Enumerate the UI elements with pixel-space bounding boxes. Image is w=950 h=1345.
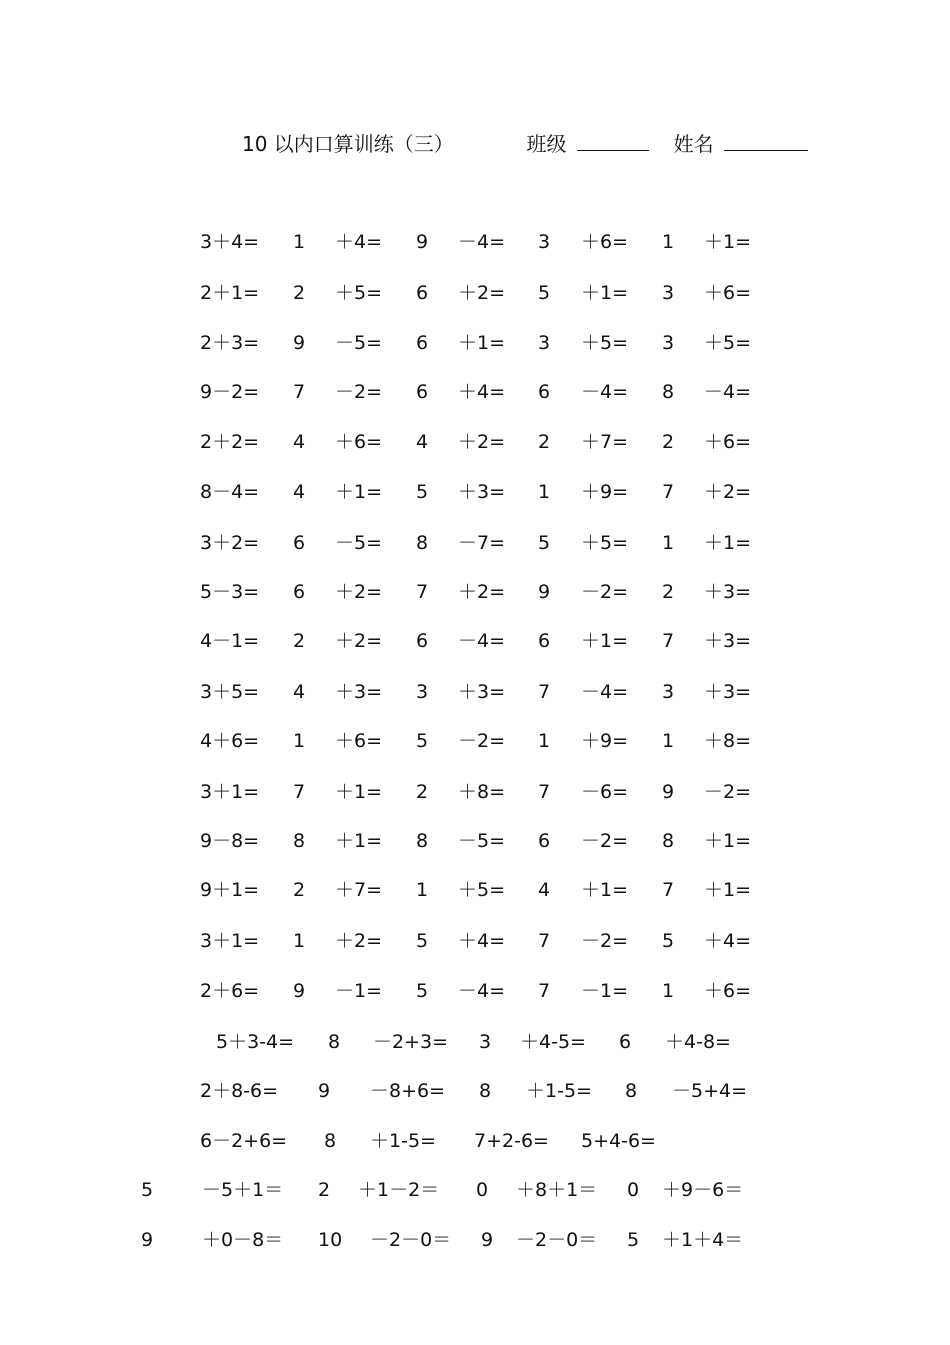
problem-cell: ＋6= bbox=[335, 431, 383, 453]
number-cell: 5 bbox=[416, 730, 429, 752]
number-cell: 4 bbox=[293, 481, 306, 503]
mixed-cell: 0 bbox=[627, 1179, 640, 1201]
number-cell: 2 bbox=[293, 630, 306, 652]
number-cell: 6 bbox=[293, 532, 306, 554]
mixed-cell: 2 bbox=[318, 1179, 331, 1201]
number-cell: 7 bbox=[416, 581, 429, 603]
problem-cell: －5= bbox=[335, 532, 383, 554]
problem-cell: 2＋1= bbox=[200, 282, 260, 304]
number-cell: 1 bbox=[293, 930, 306, 952]
problem-cell: 9＋1= bbox=[200, 879, 260, 901]
problem-cell: ＋7= bbox=[581, 431, 629, 453]
problem-cell: ＋6= bbox=[704, 980, 752, 1002]
mixed-cell: ＋9－6＝ bbox=[662, 1179, 744, 1201]
mixed-cell: 5＋3-4= bbox=[216, 1031, 295, 1053]
number-cell: 5 bbox=[538, 532, 551, 554]
problem-cell: －6= bbox=[581, 781, 629, 803]
number-cell: 4 bbox=[293, 681, 306, 703]
number-cell: 7 bbox=[662, 630, 675, 652]
number-cell: 3 bbox=[662, 282, 675, 304]
mixed-cell: 9 bbox=[318, 1080, 331, 1102]
problem-cell: ＋5= bbox=[581, 332, 629, 354]
problem-cell: ＋7= bbox=[335, 879, 383, 901]
problem-cell: －2= bbox=[581, 581, 629, 603]
mixed-cell: 8 bbox=[328, 1031, 341, 1053]
number-cell: 7 bbox=[662, 879, 675, 901]
problem-cell: －5= bbox=[335, 332, 383, 354]
number-cell: 7 bbox=[293, 381, 306, 403]
mixed-cell: 7+2-6= bbox=[474, 1130, 549, 1152]
problem-cell: －1= bbox=[581, 980, 629, 1002]
number-cell: 3 bbox=[538, 332, 551, 354]
number-cell: 8 bbox=[293, 830, 306, 852]
problem-cell: 3＋5= bbox=[200, 681, 260, 703]
number-cell: 4 bbox=[538, 879, 551, 901]
problem-cell: ＋1= bbox=[335, 481, 383, 503]
page-title: 10 以内口算训练（三） bbox=[242, 132, 454, 156]
number-cell: 8 bbox=[662, 381, 675, 403]
problem-cell: ＋2= bbox=[335, 630, 383, 652]
mixed-cell: ＋1-5= bbox=[370, 1130, 436, 1152]
problem-cell: ＋6= bbox=[704, 282, 752, 304]
problem-cell: 3＋4= bbox=[200, 231, 260, 253]
problem-cell: －4= bbox=[458, 630, 506, 652]
problem-cell: －2= bbox=[581, 930, 629, 952]
number-cell: 2 bbox=[293, 879, 306, 901]
number-cell: 2 bbox=[662, 431, 675, 453]
number-cell: 6 bbox=[416, 630, 429, 652]
problem-cell: ＋1= bbox=[704, 879, 752, 901]
problem-cell: ＋1= bbox=[335, 781, 383, 803]
problem-cell: －4= bbox=[458, 980, 506, 1002]
number-cell: 6 bbox=[293, 581, 306, 603]
mixed-cell: －5+4= bbox=[672, 1080, 748, 1102]
number-cell: 5 bbox=[416, 930, 429, 952]
number-cell: 7 bbox=[538, 930, 551, 952]
mixed-cell: 9 bbox=[141, 1229, 154, 1251]
problem-cell: 2＋6= bbox=[200, 980, 260, 1002]
number-cell: 1 bbox=[538, 481, 551, 503]
number-cell: 2 bbox=[662, 581, 675, 603]
mixed-cell: 5+4-6= bbox=[581, 1130, 656, 1152]
problem-cell: ＋2= bbox=[704, 481, 752, 503]
problem-cell: 4－1= bbox=[200, 630, 260, 652]
number-cell: 1 bbox=[416, 879, 429, 901]
problem-cell: ＋6= bbox=[704, 431, 752, 453]
problem-cell: 3＋1= bbox=[200, 930, 260, 952]
problem-cell: ＋5= bbox=[335, 282, 383, 304]
number-cell: 8 bbox=[662, 830, 675, 852]
number-cell: 7 bbox=[538, 681, 551, 703]
problem-cell: 3＋2= bbox=[200, 532, 260, 554]
class-blank[interactable] bbox=[577, 132, 649, 151]
mixed-cell: ＋0－8＝ bbox=[202, 1229, 284, 1251]
number-cell: 1 bbox=[662, 730, 675, 752]
number-cell: 6 bbox=[538, 830, 551, 852]
problem-cell: ＋4= bbox=[458, 930, 506, 952]
problem-cell: ＋5= bbox=[581, 532, 629, 554]
problem-cell: ＋1= bbox=[704, 532, 752, 554]
number-cell: 7 bbox=[538, 980, 551, 1002]
number-cell: 6 bbox=[416, 381, 429, 403]
problem-cell: －7= bbox=[458, 532, 506, 554]
problem-cell: ＋1= bbox=[704, 830, 752, 852]
problem-cell: ＋3= bbox=[704, 581, 752, 603]
mixed-cell: ＋1-5= bbox=[526, 1080, 592, 1102]
problem-cell: －4= bbox=[704, 381, 752, 403]
number-cell: 3 bbox=[538, 231, 551, 253]
mixed-cell: 8 bbox=[479, 1080, 492, 1102]
problem-cell: －2= bbox=[704, 781, 752, 803]
problem-cell: ＋2= bbox=[335, 930, 383, 952]
problem-cell: ＋3= bbox=[704, 630, 752, 652]
mixed-cell: 2＋8-6= bbox=[200, 1080, 279, 1102]
problem-cell: ＋4= bbox=[458, 381, 506, 403]
number-cell: 1 bbox=[293, 231, 306, 253]
mixed-cell: ＋1－2＝ bbox=[358, 1179, 440, 1201]
problem-cell: ＋3= bbox=[704, 681, 752, 703]
number-cell: 4 bbox=[293, 431, 306, 453]
problem-cell: ＋3= bbox=[335, 681, 383, 703]
problem-cell: ＋9= bbox=[581, 730, 629, 752]
problem-cell: －2= bbox=[335, 381, 383, 403]
number-cell: 7 bbox=[662, 481, 675, 503]
mixed-cell: 6－2+6= bbox=[200, 1130, 288, 1152]
mixed-cell: －5＋1＝ bbox=[202, 1179, 284, 1201]
name-label: 姓名 bbox=[673, 132, 714, 156]
mixed-cell: 0 bbox=[476, 1179, 489, 1201]
problem-cell: ＋5= bbox=[458, 879, 506, 901]
problem-cell: 9－8= bbox=[200, 830, 260, 852]
problem-cell: ＋2= bbox=[458, 282, 506, 304]
mixed-cell: ＋8＋1＝ bbox=[516, 1179, 598, 1201]
number-cell: 2 bbox=[293, 282, 306, 304]
problem-cell: －2= bbox=[458, 730, 506, 752]
problem-cell: ＋2= bbox=[335, 581, 383, 603]
problem-cell: ＋1= bbox=[335, 830, 383, 852]
problem-cell: 5－3= bbox=[200, 581, 260, 603]
mixed-cell: 5 bbox=[141, 1179, 154, 1201]
mixed-cell: 3 bbox=[479, 1031, 492, 1053]
number-cell: 1 bbox=[662, 231, 675, 253]
mixed-cell: 10 bbox=[318, 1229, 343, 1251]
number-cell: 9 bbox=[538, 581, 551, 603]
mixed-cell: －8+6= bbox=[370, 1080, 446, 1102]
problem-cell: 8－4= bbox=[200, 481, 260, 503]
problem-cell: ＋1= bbox=[581, 630, 629, 652]
problem-cell: ＋5= bbox=[704, 332, 752, 354]
problem-cell: ＋1= bbox=[581, 879, 629, 901]
number-cell: 3 bbox=[662, 681, 675, 703]
number-cell: 4 bbox=[416, 431, 429, 453]
number-cell: 5 bbox=[416, 980, 429, 1002]
mixed-cell: ＋4-8= bbox=[665, 1031, 731, 1053]
number-cell: 1 bbox=[662, 532, 675, 554]
problem-cell: －4= bbox=[581, 681, 629, 703]
problem-cell: －1= bbox=[335, 980, 383, 1002]
number-cell: 6 bbox=[538, 630, 551, 652]
number-cell: 1 bbox=[538, 730, 551, 752]
number-cell: 7 bbox=[538, 781, 551, 803]
mixed-cell: 8 bbox=[324, 1130, 337, 1152]
problem-cell: ＋3= bbox=[458, 681, 506, 703]
number-cell: 9 bbox=[416, 231, 429, 253]
problem-cell: 9－2= bbox=[200, 381, 260, 403]
problem-cell: 2＋2= bbox=[200, 431, 260, 453]
problem-cell: －4= bbox=[458, 231, 506, 253]
number-cell: 6 bbox=[416, 282, 429, 304]
problem-cell: ＋3= bbox=[458, 481, 506, 503]
number-cell: 2 bbox=[416, 781, 429, 803]
problem-cell: －5= bbox=[458, 830, 506, 852]
worksheet-header bbox=[242, 128, 808, 157]
problem-cell: ＋2= bbox=[458, 431, 506, 453]
mixed-cell: ＋1＋4＝ bbox=[662, 1229, 744, 1251]
mixed-cell: 9 bbox=[481, 1229, 494, 1251]
number-cell: 5 bbox=[662, 930, 675, 952]
problem-cell: ＋4= bbox=[704, 930, 752, 952]
class-label: 班级 bbox=[526, 132, 567, 156]
problem-cell: －4= bbox=[581, 381, 629, 403]
number-cell: 5 bbox=[538, 282, 551, 304]
number-cell: 9 bbox=[293, 980, 306, 1002]
number-cell: 5 bbox=[416, 481, 429, 503]
number-cell: 8 bbox=[416, 830, 429, 852]
problem-cell: 3＋1= bbox=[200, 781, 260, 803]
mixed-cell: ＋4-5= bbox=[520, 1031, 586, 1053]
mixed-cell: －2－0＝ bbox=[370, 1229, 452, 1251]
number-cell: 1 bbox=[293, 730, 306, 752]
problem-cell: ＋4= bbox=[335, 231, 383, 253]
problem-cell: ＋6= bbox=[581, 231, 629, 253]
mixed-cell: －2+3= bbox=[373, 1031, 449, 1053]
problem-cell: ＋1= bbox=[581, 282, 629, 304]
problem-cell: ＋8= bbox=[458, 781, 506, 803]
mixed-cell: 6 bbox=[619, 1031, 632, 1053]
number-cell: 7 bbox=[293, 781, 306, 803]
mixed-cell: 8 bbox=[625, 1080, 638, 1102]
mixed-cell: －2－0＝ bbox=[516, 1229, 598, 1251]
problem-cell: ＋2= bbox=[458, 581, 506, 603]
number-cell: 6 bbox=[416, 332, 429, 354]
problem-cell: ＋9= bbox=[581, 481, 629, 503]
number-cell: 3 bbox=[416, 681, 429, 703]
number-cell: 6 bbox=[538, 381, 551, 403]
problem-cell: －2= bbox=[581, 830, 629, 852]
problem-cell: ＋8= bbox=[704, 730, 752, 752]
problem-cell: ＋6= bbox=[335, 730, 383, 752]
number-cell: 1 bbox=[662, 980, 675, 1002]
mixed-cell: 5 bbox=[627, 1229, 640, 1251]
number-cell: 9 bbox=[293, 332, 306, 354]
number-cell: 8 bbox=[416, 532, 429, 554]
number-cell: 2 bbox=[538, 431, 551, 453]
problem-cell: 2＋3= bbox=[200, 332, 260, 354]
number-cell: 9 bbox=[662, 781, 675, 803]
problem-cell: ＋1= bbox=[458, 332, 506, 354]
problem-cell: ＋1= bbox=[704, 231, 752, 253]
name-blank[interactable] bbox=[724, 132, 808, 151]
problem-cell: 4＋6= bbox=[200, 730, 260, 752]
number-cell: 3 bbox=[662, 332, 675, 354]
